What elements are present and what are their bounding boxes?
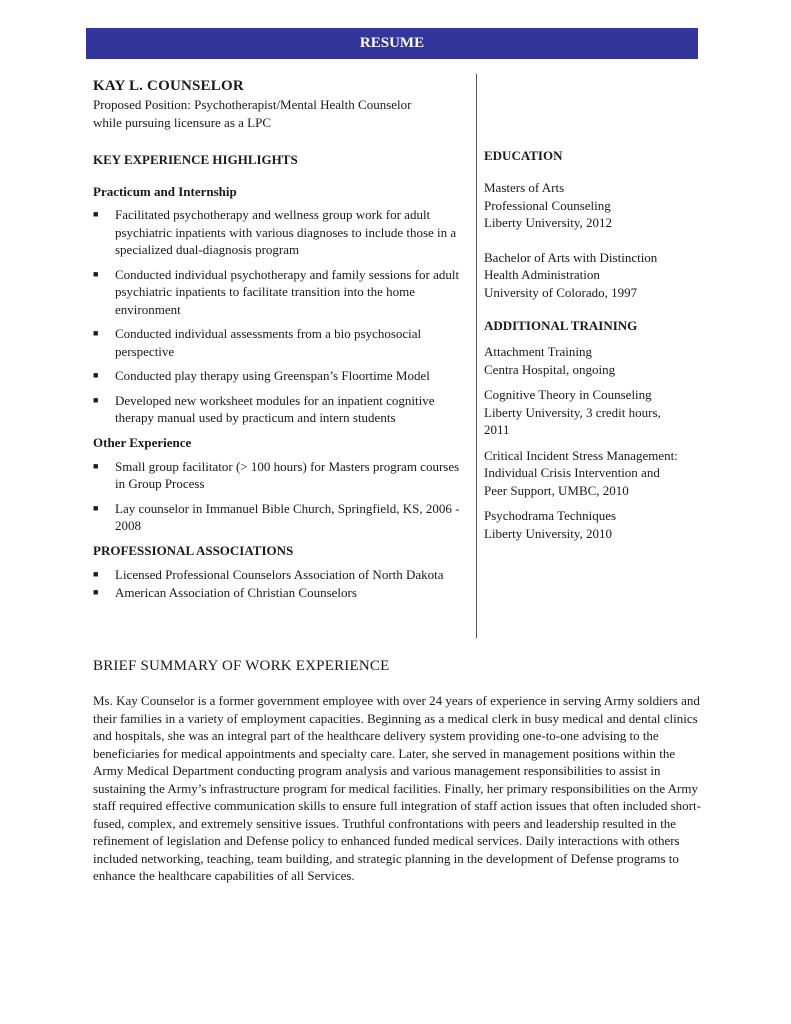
bullet-icon: ■ — [93, 328, 99, 338]
other-experience-subheading: Other Experience — [93, 434, 192, 450]
list-item: ■ Facilitated psychotherapy and wellness group work for adult psychiatric inpatients with various diagnoses to include those in a specialized dual-diagnosis program — [93, 207, 457, 257]
bullet-icon: ■ — [93, 587, 99, 597]
list-item: ■ Small group facilitator (> 100 hours) for Masters program courses in Group Process — [93, 458, 460, 491]
associations-heading: PROFESSIONAL ASSOCIATIONS — [93, 542, 294, 558]
education-entry: Bachelor of Arts with Distinction Health Administration University of Colorado, 1997 — [484, 249, 658, 300]
bullet-icon: ■ — [93, 209, 99, 219]
proposed-line-1: Proposed Position: Psychotherapist/Mental Health Counselor — [93, 97, 412, 112]
right-column — [484, 147, 709, 542]
training-entry: Critical Incident Stress Management: Individual Crisis Intervention and Peer Support, UMBC, 2010 — [484, 447, 678, 498]
education-heading: EDUCATION — [484, 148, 563, 163]
bullet-icon: ■ — [93, 502, 99, 513]
bullet-icon: ■ — [93, 370, 99, 380]
bullet-icon: ■ — [93, 460, 99, 471]
practicum-list — [93, 206, 471, 427]
list-item: ■ Licensed Professional Counselors Association of North Dakota — [93, 566, 444, 582]
list-item: ■ Lay counselor in Immanuel Bible Church, Springfield, KS, 2006 - 2008 — [93, 500, 460, 533]
practicum-subheading: Practicum and Internship — [93, 184, 237, 199]
column-divider — [476, 74, 477, 638]
other-experience-list — [93, 458, 471, 535]
list-item: ■ American Association of Christian Counselors — [93, 585, 357, 600]
list-item: ■ Conducted play therapy using Greenspan’s Floortime Model — [93, 368, 430, 383]
resume-banner: RESUME — [86, 28, 698, 59]
list-item: ■ Conducted individual assessments from a bio psychosocial perspective — [93, 326, 422, 359]
training-entry: Attachment Training Centra Hospital, ongoing — [484, 344, 616, 377]
list-item: ■ Conducted individual psychotherapy and family sessions for adult psychiatric inpatients to facilitate transition into the home environment — [93, 266, 460, 317]
summary-paragraph: Ms. Kay Counselor is a former government employee with over 24 years of experience in serving Army soldiers and their families in a variety of employment capacities. Beginning as a medical clerk in busy medical and dental clinics and hospitals, she was an integral part of the healthcare delivery system providing one-to-one advising to the beneficiaries for medical appointments and specialty care. Later, she served in management positions within the Army Medical Department conducting program analysis and various management responsibilities to assist in sustaining the Army’s infrastructure program for medical facilities. Finally, her primary responsibilities on the Army staff required effective communication skills to ensure full integration of staff action issues that often included short-fused, complex, and extremely sensitive issues. Truthful confrontations with peers and leadership resulted in the refinement of legislation and Defense policy to enhanced funded medical services. Daily interactions with others included networking, teaching, team building, and strategic planning in the development of Defense programs to enhance the healthcare capabilities of all Services. — [93, 693, 701, 883]
experience-heading: KEY EXPERIENCE HIGHLIGHTS — [93, 152, 298, 167]
list-item: ■ Developed new worksheet modules for an inpatient cognitive therapy manual used by practicum and intern students — [93, 392, 435, 425]
proposed-position — [93, 96, 471, 131]
training-entry: Psychodrama Techniques Liberty University, 2010 — [484, 508, 617, 541]
summary-heading: BRIEF SUMMARY OF WORK EXPERIENCE — [93, 658, 390, 674]
training-entry: Cognitive Theory in Counseling Liberty University, 3 credit hours, 2011 — [484, 387, 661, 437]
bullet-icon: ■ — [93, 394, 99, 405]
bullet-icon: ■ — [93, 268, 99, 279]
left-column — [93, 74, 471, 609]
education-entry: Masters of Arts Professional Counseling Liberty University, 2012 — [484, 180, 613, 230]
candidate-name: KAY L. COUNSELOR — [93, 78, 244, 94]
proposed-line-2: while pursuing licensure as a LPC — [93, 114, 271, 130]
training-heading: ADDITIONAL TRAINING — [484, 318, 638, 333]
associations-list — [93, 566, 471, 602]
bullet-icon: ■ — [93, 568, 99, 579]
